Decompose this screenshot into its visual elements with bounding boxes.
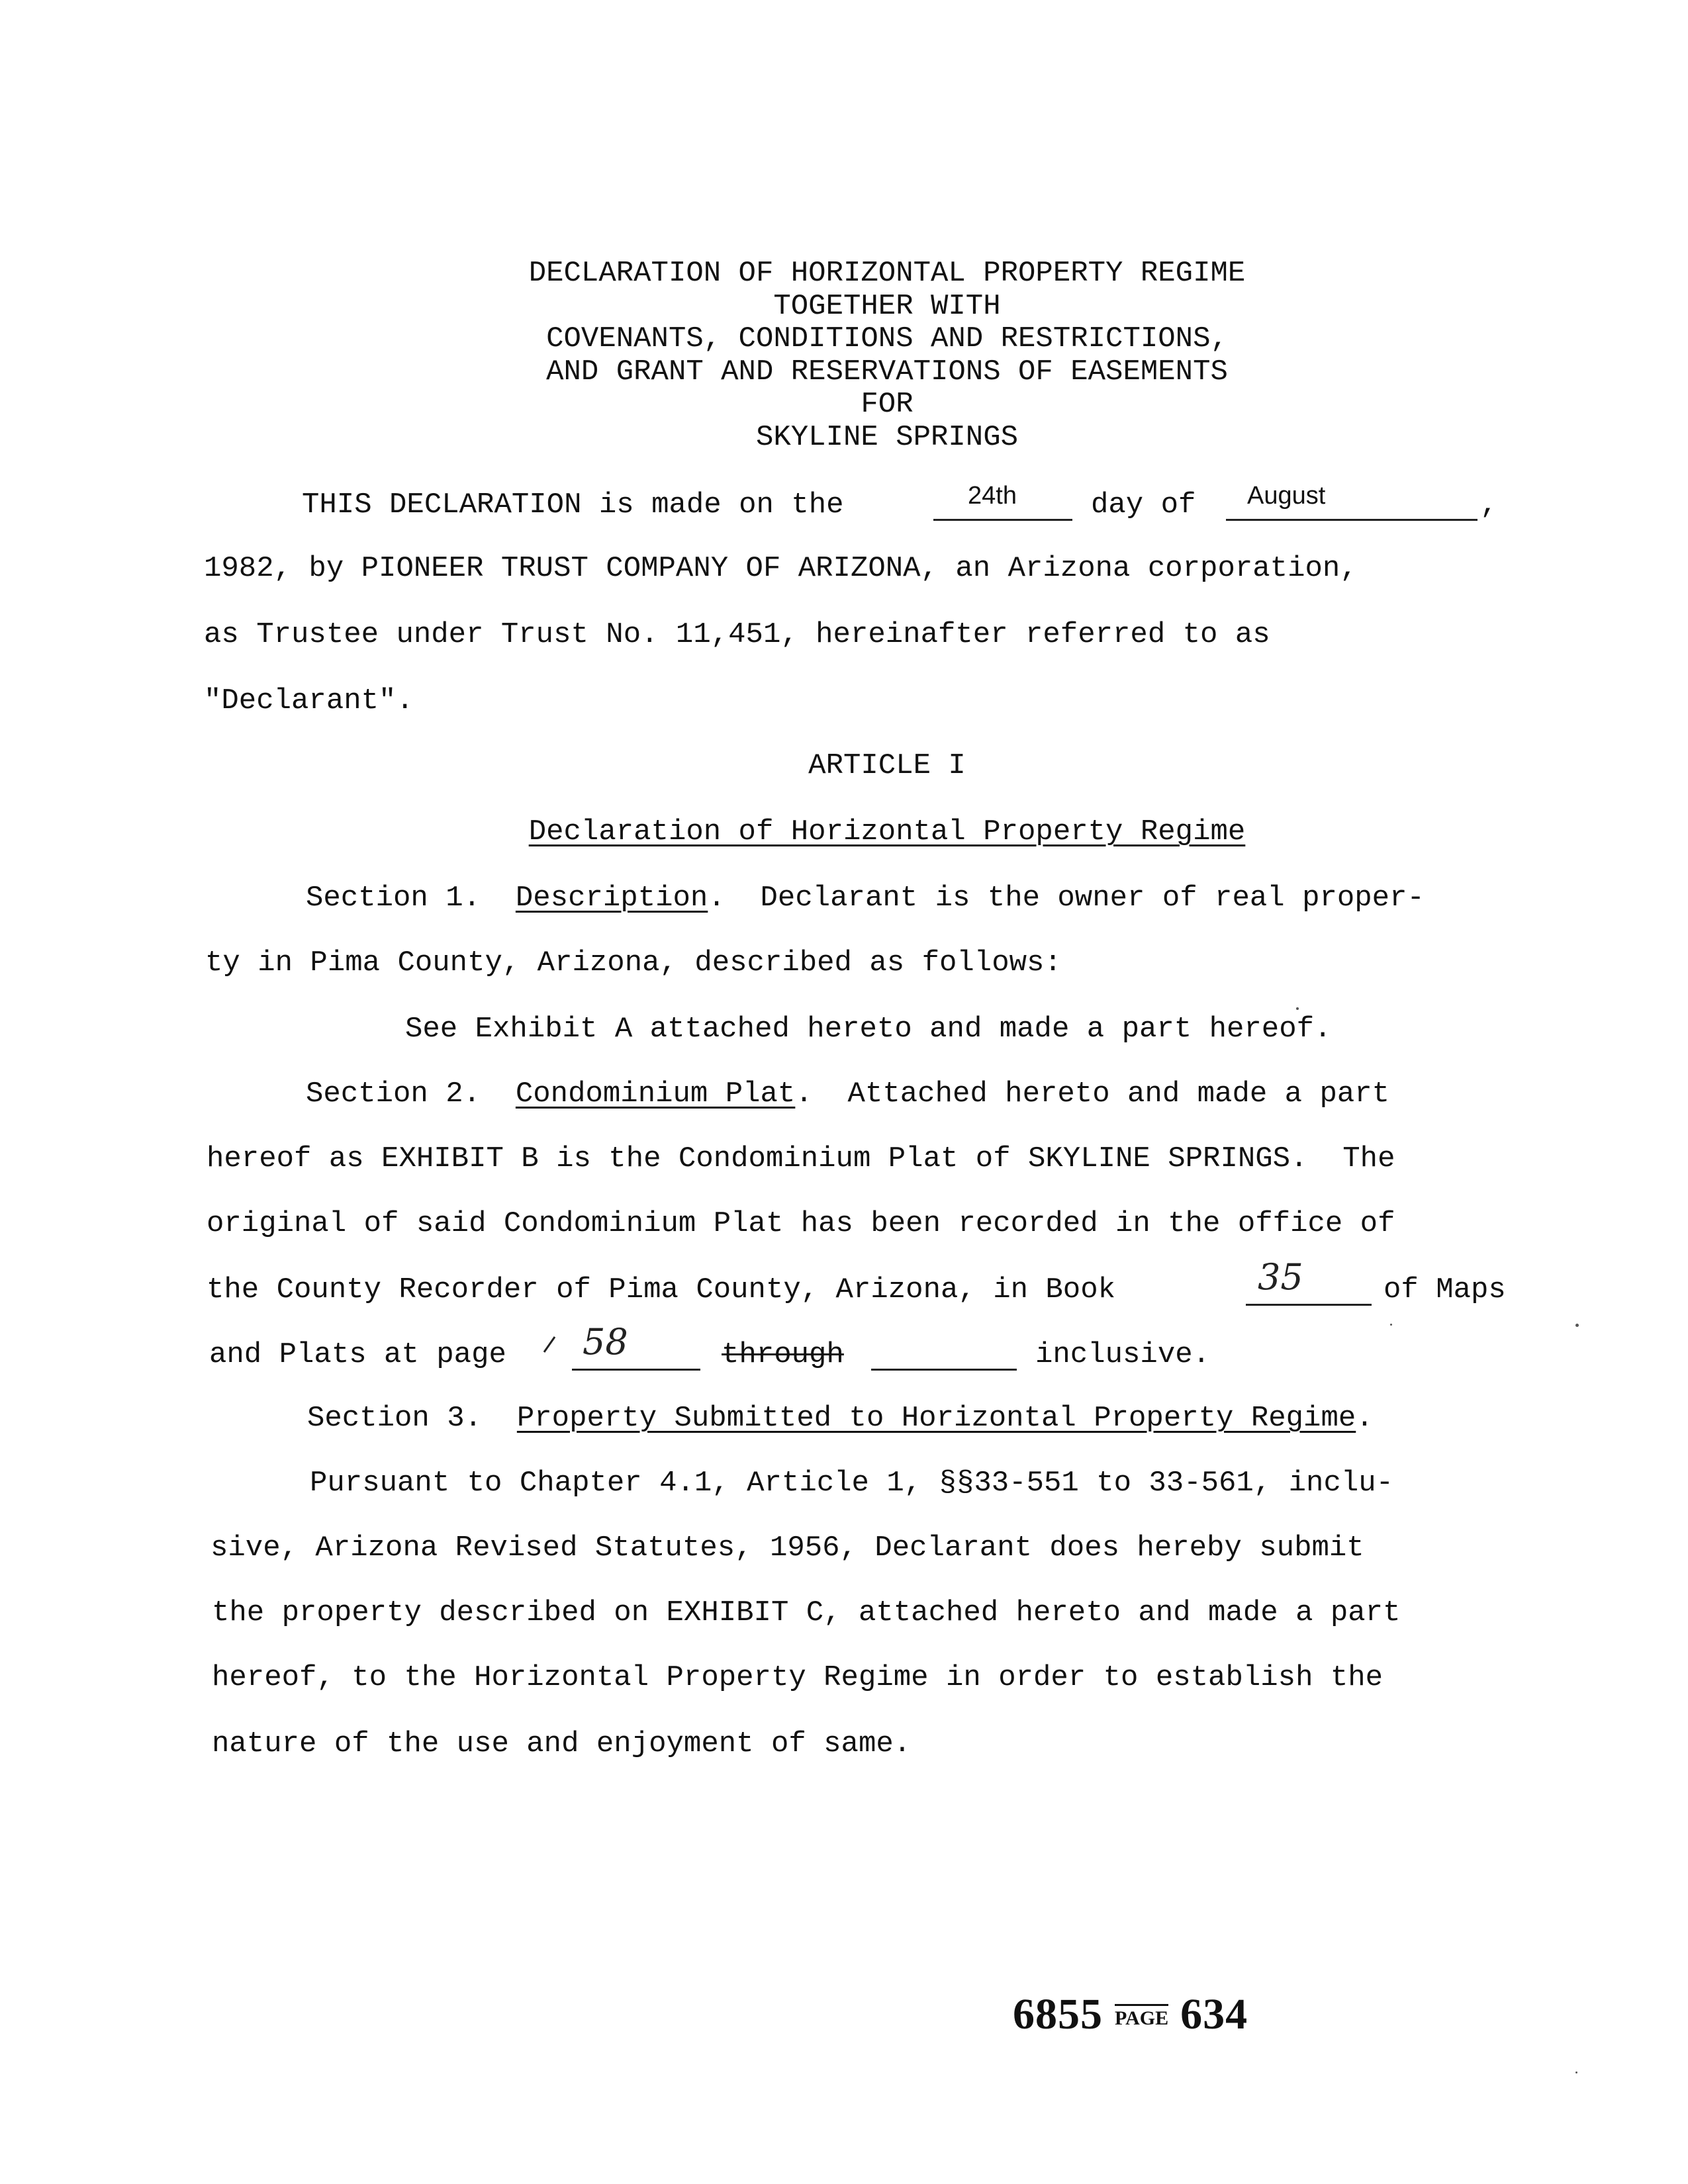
section-1-line-1 (306, 882, 1425, 915)
section-3-period: . (1356, 1402, 1374, 1435)
title-line-3: COVENANTS, CONDITIONS AND RESTRICTIONS, (546, 322, 1228, 355)
day-blank (933, 519, 1072, 521)
title-line-4: AND GRANT AND RESERVATIONS OF EASEMENTS (546, 355, 1228, 388)
recording-page-number: 634 (1180, 1990, 1248, 2038)
intro-line-4: "Declarant". (204, 684, 414, 717)
section-3-line-6: nature of the use and enjoyment of same. (212, 1727, 912, 1760)
intro-prefix: THIS DECLARATION is made on the (302, 488, 844, 522)
month-blank (1226, 519, 1477, 521)
through-blank (871, 1369, 1017, 1371)
through-struck: through (722, 1338, 844, 1371)
article-subheading (0, 815, 1688, 848)
day-value: 24th (968, 482, 1017, 510)
book-blank (1246, 1304, 1372, 1306)
section-2-line-3: original of said Condominium Plat has been recorded in the office of (207, 1207, 1395, 1240)
intro-day-of: day of (1091, 488, 1196, 522)
section-2-line-5b: inclusive. (1035, 1338, 1211, 1371)
section-2-period: . (795, 1077, 813, 1111)
recording-book-number: 6855 (1013, 1990, 1103, 2038)
section-2-line-1 (306, 1077, 1389, 1111)
page-value: 58 (583, 1321, 628, 1363)
article-subheading-text: Declaration of Horizontal Property Regime (528, 815, 1246, 848)
page-blank (572, 1369, 700, 1371)
scan-speck (1575, 2071, 1577, 2073)
section-1-title: Description (515, 882, 708, 915)
section-3-line-5: hereof, to the Horizontal Property Regime in order to establish the (212, 1661, 1383, 1694)
section-1-exhibit-line: See Exhibit A attached hereto and made a part hereof. (405, 1013, 1332, 1046)
intro-line-3: as Trustee under Trust No. 11,451, hereinafter referred to as (204, 618, 1270, 651)
scan-speck (1575, 1324, 1579, 1327)
section-1-line-2: ty in Pima County, Arizona, described as follows: (205, 946, 1062, 979)
section-2-line-4b: of Maps (1383, 1273, 1506, 1306)
book-value: 35 (1258, 1256, 1303, 1298)
section-2-title: Condominium Plat (515, 1077, 796, 1111)
title-line-6: SKYLINE SPRINGS (755, 421, 1019, 454)
intro-line-2: 1982, by PIONEER TRUST COMPANY OF ARIZONA, an Arizona corporation, (204, 552, 1358, 585)
title-line-2: TOGETHER WITH (773, 290, 1001, 323)
section-3-line-4: the property described on EXHIBIT C, attached hereto and made a part (212, 1596, 1401, 1629)
section-2-label: Section 2. (306, 1077, 481, 1111)
scan-speck (1296, 1007, 1299, 1010)
section-3-title: Property Submitted to Horizontal Property Regime (516, 1402, 1356, 1435)
month-value: August (1247, 482, 1326, 510)
title-line-1: DECLARATION OF HORIZONTAL PROPERTY REGIME (528, 257, 1246, 290)
intro-comma: , (1480, 488, 1498, 522)
section-3-line-3: sive, Arizona Revised Statutes, 1956, Declarant does hereby submit (211, 1531, 1364, 1565)
section-2-line-4a: the County Recorder of Pima County, Arizona, in Book (207, 1273, 1116, 1306)
page-s-strike (543, 1336, 556, 1353)
section-2-line-2: hereof as EXHIBIT B is the Condominium Plat of SKYLINE SPRINGS. The (207, 1142, 1395, 1175)
section-3-label: Section 3. (307, 1402, 483, 1435)
section-3-line-1 (307, 1402, 1374, 1435)
section-2-text-1: Attached hereto and made a part (847, 1077, 1390, 1111)
section-1-period: . (708, 882, 726, 915)
section-1-text-1: Declarant is the owner of real proper- (760, 882, 1425, 915)
title-line-5: FOR (861, 388, 914, 421)
section-2-line-5a: and Plats at page (209, 1338, 506, 1371)
recording-page-label: PAGE (1115, 2004, 1168, 2030)
section-3-line-2: Pursuant to Chapter 4.1, Article 1, §§33-551 to 33-561, inclu- (310, 1467, 1394, 1500)
section-1-label: Section 1. (306, 882, 481, 915)
article-heading: ARTICLE I (808, 749, 966, 782)
recording-stamp (1013, 1989, 1248, 2040)
scan-speck (1390, 1324, 1392, 1326)
